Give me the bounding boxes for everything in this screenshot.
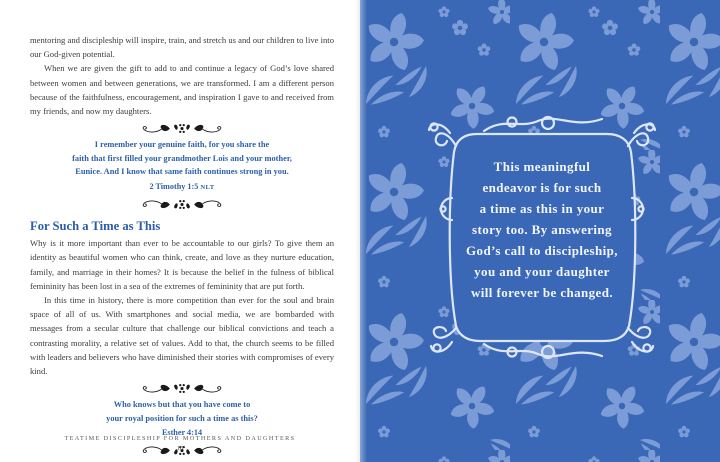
scripture-reference: Esther 4:14 xyxy=(161,428,203,438)
fleuron-ornament-icon xyxy=(30,382,334,395)
scripture-quote xyxy=(30,398,334,440)
quote-line: God’s call to discipleship, xyxy=(466,243,618,258)
section-heading: For Such a Time as This xyxy=(30,219,161,234)
scripture-line: I remember your genuine faith, for you share the xyxy=(94,140,270,150)
paragraph: Why is it more important than ever to be accountable to our girls? To give them an identity as beautiful women who can think, create, and love as they nurture education, family, and marriage in their homes? It is because the belief in the fulness of biblical femininity has been lost in a sea of the extremes of femininity that are put forth. xyxy=(30,238,334,291)
quote-line: endeavor is for such xyxy=(482,180,602,195)
quote-line: you and your daughter xyxy=(474,264,610,279)
fleuron-ornament-icon xyxy=(30,198,334,211)
paragraph: In this time in history, there is more competition than ever for the soul and brain space of all of us. With smartphones and social media, we are bombarded with messages from a secular culture that challenge our biblical convictions and teach a contrasting morality, a relative set of values. Add to that, the church seems to be filled with leaders and believers who have diminished their stories with compromises of every kind. xyxy=(30,295,334,377)
framed-quote xyxy=(448,156,636,303)
bible-version: NLT xyxy=(200,183,215,191)
quote-line: will forever be changed. xyxy=(471,285,613,300)
quote-line: a time as this in your xyxy=(479,201,605,216)
paragraph: When we are given the gift to add to and continue a legacy of God’s love shared between women and between generations, we are transformed. I am a different person because of the faithfulness, encouragement, and inspiration I gave to and received from my friends, and now my daughters. xyxy=(30,63,334,117)
paragraph: mentoring and discipleship will inspire, train, and stretch us and our children to live into our God-given potential. xyxy=(30,35,334,60)
quote-line: This meaningful xyxy=(493,159,591,174)
scripture-quote xyxy=(30,138,334,194)
fleuron-ornament-icon xyxy=(30,122,334,135)
scripture-reference: 2 Timothy 1:5 NLT xyxy=(149,181,215,191)
running-title: TEATIME DISCIPLESHIP FOR MOTHERS AND DAUGHTERS xyxy=(64,435,296,442)
scripture-line: Who knows but that you have come to xyxy=(113,400,251,410)
page-number: 10 xyxy=(176,445,184,452)
scripture-line: your royal position for such a time as this? xyxy=(106,413,258,423)
page-gutter-highlight xyxy=(360,0,367,462)
scripture-line: faith that first filled your grandmother Lois and your mother, xyxy=(72,153,292,163)
page-footer xyxy=(0,435,360,452)
quote-line: story too. By answering xyxy=(472,222,612,237)
scripture-line: Eunice. And I know that same faith continues strong in you. xyxy=(75,167,289,177)
right-page xyxy=(360,0,720,462)
